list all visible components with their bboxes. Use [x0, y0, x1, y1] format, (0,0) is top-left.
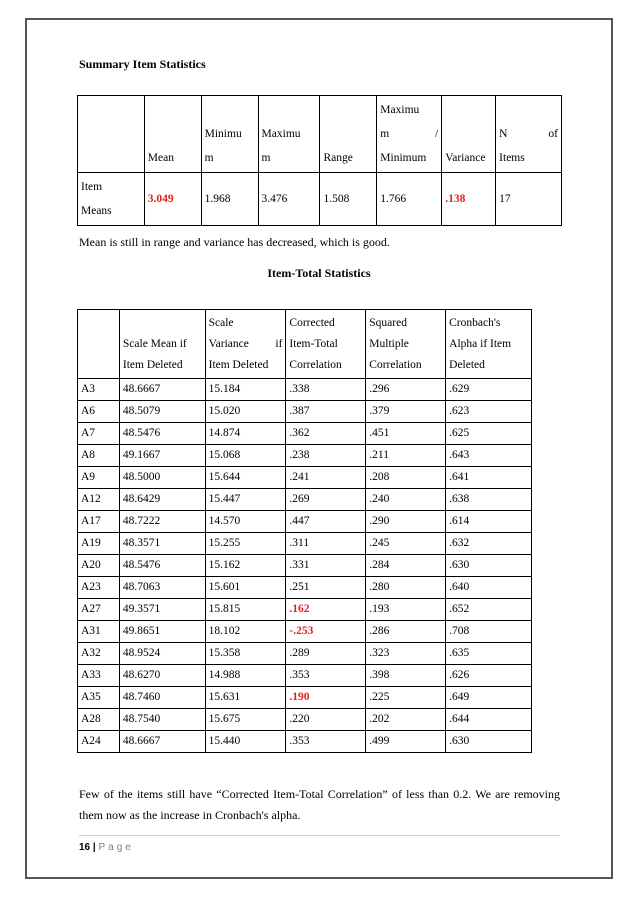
cell-scale-variance: 15.020: [205, 401, 286, 423]
cell-scale-variance: 18.102: [205, 621, 286, 643]
page-separator: |: [92, 842, 96, 853]
paragraph-removal-note: Few of the items still have “Corrected Item-Total Correlation” of less than 0.2. We are removing them now as the increase in Cronbach's alpha.: [79, 787, 560, 822]
cell-item-label: A8: [78, 445, 120, 467]
item-total-header-cronbach-alpha: [446, 310, 532, 379]
cell-squared-multiple: .323: [366, 643, 446, 665]
cell-cronbach-alpha: .708: [446, 621, 532, 643]
cell-corrected-correlation: .331: [286, 555, 366, 577]
summary-row-label-line1: Item: [81, 181, 103, 193]
summary-header-empty: [78, 96, 145, 173]
cell-squared-multiple: .225: [366, 687, 446, 709]
item-total-header-scale-mean: [119, 310, 205, 379]
cell-corrected-correlation: .447: [286, 511, 366, 533]
summary-header-mean-text: Mean: [147, 152, 174, 164]
table-row: [78, 665, 532, 687]
cell-corrected-correlation: .241: [286, 467, 366, 489]
cell-cronbach-alpha: .640: [446, 577, 532, 599]
cell-squared-multiple: .202: [366, 709, 446, 731]
cell-scale-variance: 15.447: [205, 489, 286, 511]
cell-cronbach-alpha: .623: [446, 401, 532, 423]
cell-squared-multiple: .290: [366, 511, 446, 533]
hdr-c4-l1: Squared: [369, 317, 407, 329]
cell-scale-mean: 48.7540: [119, 709, 205, 731]
item-total-statistics-table: [77, 309, 532, 753]
table-row: [78, 621, 532, 643]
cell-scale-mean: 48.3571: [119, 533, 205, 555]
hdr-c4-l2: Multiple: [369, 338, 409, 350]
hdr-c2-l1: Scale: [208, 317, 234, 329]
cell-item-label: A19: [78, 533, 120, 555]
item-total-title: Item-Total Statistics: [267, 266, 371, 280]
cell-scale-mean: 48.5000: [119, 467, 205, 489]
cell-item-label: A20: [78, 555, 120, 577]
cell-cronbach-alpha: .614: [446, 511, 532, 533]
cell-item-label: A35: [78, 687, 120, 709]
cell-squared-multiple: .240: [366, 489, 446, 511]
cell-squared-multiple: .286: [366, 621, 446, 643]
table-row: [78, 445, 532, 467]
cell-item-label: A33: [78, 665, 120, 687]
cell-squared-multiple: .379: [366, 401, 446, 423]
cell-scale-variance: 15.601: [205, 577, 286, 599]
cell-scale-mean: 48.6667: [119, 731, 205, 753]
cell-corrected-correlation: .289: [286, 643, 366, 665]
cell-corrected-correlation: .238: [286, 445, 366, 467]
cell-squared-multiple: .245: [366, 533, 446, 555]
table-row: [78, 379, 532, 401]
hdr-c2-l2a: Variance: [208, 338, 249, 350]
hdr-c2-l3: Item Deleted: [208, 359, 269, 371]
summary-item-statistics-table: [77, 95, 562, 226]
cell-scale-variance: 15.255: [205, 533, 286, 555]
cell-corrected-correlation: .353: [286, 731, 366, 753]
table-row: [78, 423, 532, 445]
summary-title: Summary Item Statistics: [79, 57, 206, 71]
cell-scale-variance: 15.644: [205, 467, 286, 489]
cell-item-label: A7: [78, 423, 120, 445]
footer-divider: [79, 835, 560, 836]
cell-scale-variance: 14.874: [205, 423, 286, 445]
cell-corrected-correlation: .362: [286, 423, 366, 445]
cell-item-label: A31: [78, 621, 120, 643]
page-word: Page: [98, 842, 134, 853]
cell-item-label: A24: [78, 731, 120, 753]
page-footer: [79, 842, 134, 853]
cell-corrected-correlation: .387: [286, 401, 366, 423]
cell-squared-multiple: .280: [366, 577, 446, 599]
cell-squared-multiple: .193: [366, 599, 446, 621]
cell-item-label: A12: [78, 489, 120, 511]
hdr-c5-l2: Alpha if Item: [449, 338, 512, 350]
cell-cronbach-alpha: .644: [446, 709, 532, 731]
summary-header-max-min: Maximu m / Minimum: [377, 96, 442, 173]
cell-scale-mean: 49.3571: [119, 599, 205, 621]
cell-scale-variance: 15.068: [205, 445, 286, 467]
cell-cronbach-alpha: .641: [446, 467, 532, 489]
table-row: [78, 511, 532, 533]
cell-item-label: A32: [78, 643, 120, 665]
cell-cronbach-alpha: .630: [446, 731, 532, 753]
cell-item-label: A3: [78, 379, 120, 401]
hdr-c4-l3: Correlation: [369, 359, 422, 371]
item-total-header-corrected-correlation: [286, 310, 366, 379]
cell-corrected-correlation: .353: [286, 665, 366, 687]
cell-squared-multiple: .208: [366, 467, 446, 489]
cell-item-label: A23: [78, 577, 120, 599]
table-row: [78, 599, 532, 621]
summary-maximum-value: 3.476: [258, 173, 320, 226]
cell-scale-variance: 15.675: [205, 709, 286, 731]
summary-header-range: Range: [320, 96, 377, 173]
cell-scale-mean: 48.5476: [119, 423, 205, 445]
cell-scale-variance: 15.631: [205, 687, 286, 709]
cell-scale-variance: 15.440: [205, 731, 286, 753]
hdr-c5-l1: Cronbach's: [449, 317, 501, 329]
cell-cronbach-alpha: .638: [446, 489, 532, 511]
summary-row-label-line2: Means: [81, 205, 112, 217]
cell-cronbach-alpha: .652: [446, 599, 532, 621]
cell-cronbach-alpha: .632: [446, 533, 532, 555]
cell-scale-mean: 48.5476: [119, 555, 205, 577]
table-row: [78, 577, 532, 599]
cell-item-label: A28: [78, 709, 120, 731]
cell-corrected-correlation: .269: [286, 489, 366, 511]
cell-squared-multiple: .296: [366, 379, 446, 401]
cell-scale-variance: 15.184: [205, 379, 286, 401]
table-row: [78, 489, 532, 511]
cell-item-label: A27: [78, 599, 120, 621]
cell-scale-mean: 48.6429: [119, 489, 205, 511]
cell-scale-variance: 14.988: [205, 665, 286, 687]
summary-mean-value: 3.049: [144, 173, 201, 226]
summary-header-minimum: Minimu m: [201, 96, 258, 173]
cell-scale-variance: 15.815: [205, 599, 286, 621]
cell-item-label: A17: [78, 511, 120, 533]
cell-corrected-correlation: .190: [286, 687, 366, 709]
cell-cronbach-alpha: .643: [446, 445, 532, 467]
cell-scale-mean: 48.6270: [119, 665, 205, 687]
cell-cronbach-alpha: .625: [446, 423, 532, 445]
cell-scale-variance: 14.570: [205, 511, 286, 533]
cell-corrected-correlation: -.253: [286, 621, 366, 643]
summary-max-min-value: 1.766: [377, 173, 442, 226]
paragraph-variance-note: Mean is still in range and variance has decreased, which is good.: [79, 235, 390, 249]
cell-squared-multiple: .284: [366, 555, 446, 577]
cell-scale-mean: 48.7063: [119, 577, 205, 599]
cell-cronbach-alpha: .629: [446, 379, 532, 401]
cell-item-label: A9: [78, 467, 120, 489]
summary-variance-value: .138: [442, 173, 496, 226]
cell-cronbach-alpha: .635: [446, 643, 532, 665]
table-row: [78, 731, 532, 753]
cell-corrected-correlation: .311: [286, 533, 366, 555]
cell-scale-mean: 49.8651: [119, 621, 205, 643]
table-row: [78, 401, 532, 423]
table-row: [78, 643, 532, 665]
summary-header-variance: Variance: [442, 96, 496, 173]
cell-scale-mean: 48.7222: [119, 511, 205, 533]
item-total-header-empty: [78, 310, 120, 379]
hdr-c2-l2b: if: [275, 338, 283, 350]
table-row: [78, 467, 532, 489]
cell-squared-multiple: .451: [366, 423, 446, 445]
table-row: [78, 709, 532, 731]
cell-scale-mean: 48.7460: [119, 687, 205, 709]
summary-minimum-value: 1.968: [201, 173, 258, 226]
cell-corrected-correlation: .338: [286, 379, 366, 401]
cell-corrected-correlation: .162: [286, 599, 366, 621]
summary-range-value: 1.508: [320, 173, 377, 226]
table-row: [78, 687, 532, 709]
hdr-c3-l3: Correlation: [289, 359, 342, 371]
cell-squared-multiple: .398: [366, 665, 446, 687]
hdr-c3-l1: Corrected: [289, 317, 335, 329]
cell-scale-mean: 49.1667: [119, 445, 205, 467]
page-number: 16: [79, 842, 91, 853]
item-total-header-scale-variance: [205, 310, 286, 379]
table-row: [78, 555, 532, 577]
summary-header-n-items: N of Items: [496, 96, 562, 173]
cell-scale-variance: 15.162: [205, 555, 286, 577]
cell-cronbach-alpha: .630: [446, 555, 532, 577]
cell-corrected-correlation: .251: [286, 577, 366, 599]
cell-squared-multiple: .499: [366, 731, 446, 753]
hdr-c5-l3: Deleted: [449, 359, 485, 371]
table-row: [78, 533, 532, 555]
summary-header-mean: [144, 96, 201, 173]
hdr-c1-l3: Item Deleted: [122, 359, 183, 371]
summary-header-maximum: Maximu m: [258, 96, 320, 173]
item-total-header-squared-multiple: [366, 310, 446, 379]
cell-scale-mean: 48.9524: [119, 643, 205, 665]
hdr-c3-l2: Item-Total: [289, 338, 338, 350]
cell-cronbach-alpha: .626: [446, 665, 532, 687]
cell-scale-mean: 48.6667: [119, 379, 205, 401]
cell-scale-mean: 48.5079: [119, 401, 205, 423]
cell-squared-multiple: .211: [366, 445, 446, 467]
hdr-c1-l2: Scale Mean if: [122, 338, 187, 350]
summary-n-value: 17: [496, 173, 562, 226]
cell-cronbach-alpha: .649: [446, 687, 532, 709]
cell-item-label: A6: [78, 401, 120, 423]
cell-corrected-correlation: .220: [286, 709, 366, 731]
summary-row-label: [78, 173, 145, 226]
cell-scale-variance: 15.358: [205, 643, 286, 665]
